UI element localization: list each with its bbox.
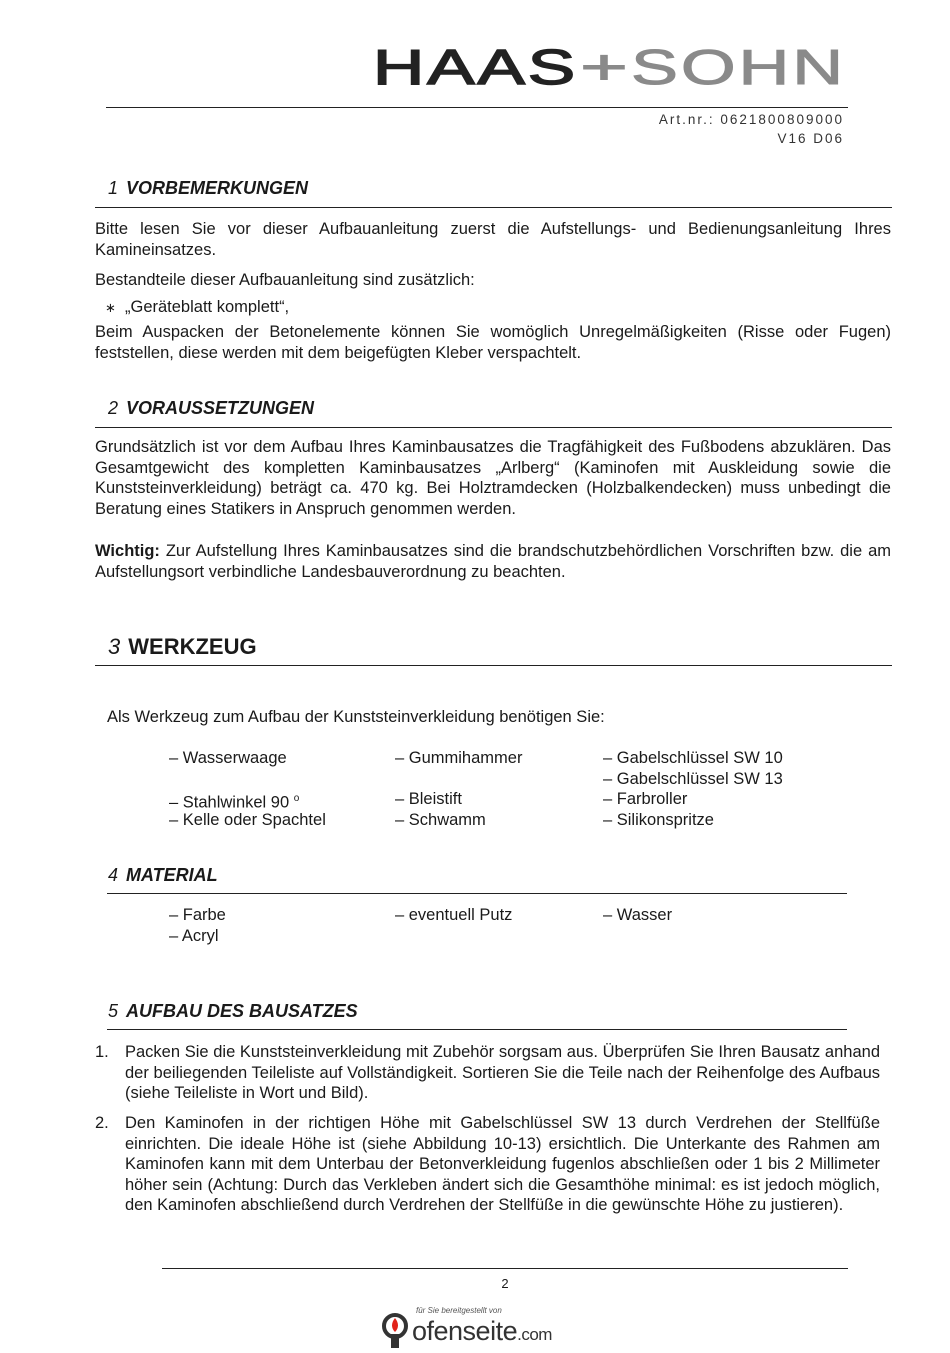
flame-logo-icon [382,1312,408,1350]
footer-divider [162,1268,848,1269]
section-2-rule [95,427,892,428]
important-label: Wichtig: [95,542,160,560]
tool-item: – Bleistift [395,790,462,808]
ofenseite-footer-logo [382,1306,572,1350]
s2-important-note [95,541,891,582]
material-item: – Farbe [169,906,226,924]
section-title: AUFBAU DES BAUSATZES [126,1001,358,1021]
section-number: 4 [108,865,119,885]
section-4-rule [107,893,847,894]
tool-item: – Wasserwaage [169,749,287,767]
svg-text:SOHN: SOHN [631,44,846,92]
s1-paragraph-1: Bitte lesen Sie vor dieser Aufbauanleitung zuerst die Aufstellungs- und Bedienungsanleitung Ihres Kamineinsatzes. [95,220,891,259]
section-1-heading [108,178,308,199]
tool-item: – Gabelschlüssel SW 13 [603,770,783,788]
section-title: WERKZEUG [128,634,257,659]
section-title: MATERIAL [126,865,218,885]
section-title: VORAUSSETZUNGEN [126,398,315,418]
section-number: 3 [108,634,121,659]
svg-text:HAAS: HAAS [373,44,578,92]
important-text: Zur Aufstellung Ihres Kaminbausatzes sind die brandschutzbehördlichen Vorschriften bzw. die am Aufstellungsort verbindliche Landesbauverordnung zu beachten. [95,542,891,581]
material-item: – Acryl [169,927,219,945]
material-item: – eventuell Putz [395,906,513,924]
s2-paragraph-1: Grundsätzlich ist vor dem Aufbau Ihres Kaminbausatzes die Tragfähigkeit des Fußbodens abzuklären. Das Gesamtgewicht des kompletten Kaminbausatzes „Arlberg“ (Kaminofen mit Auskleidung sowie die Kunststeinverkleidung) beträgt ca. 470 kg. Bei Holztramdecken (Holzbalkendecken) muss unbedingt die Beratung eines Statikers in Anspruch genommen werden. [95,438,891,518]
tool-item: – Farbroller [603,790,688,808]
s1-bullet-item: ∗ „Geräteblatt komplett“, [105,298,290,316]
asterisk-bullet-icon: ∗ [105,300,116,315]
section-title: VORBEMERKUNGEN [126,178,309,198]
haas-sohn-logo [373,44,848,92]
tool-item: – Gummihammer [395,749,523,767]
s1-paragraph-3: Beim Auspacken der Betonelemente können Sie womöglich Unregelmäßigkeiten (Risse oder Fugen) feststellen, diese werden mit dem beigefügten Kleber verspachtelt. [95,323,891,362]
header-divider [106,107,848,108]
svg-text:+: + [580,44,628,92]
material-item: – Wasser [603,906,673,924]
footer-brand: ofenseite.com [412,1316,552,1346]
tool-item: – Gabelschlüssel SW 10 [603,749,783,767]
tool-item: – Silikonspritze [603,811,714,829]
tool-item: – Stahlwinkel 90 $^o$ [169,793,300,812]
list-item: 1. Packen Sie die Kunststeinverkleidung mit Zubehör sorgsam aus. Überprüfen Sie Ihren Bausatz anhand der beiliegenden Teileliste auf Vollständigkeit. Sortieren Sie die Teile nach der Reihenfolge des Aufbaus (siehe Teileliste in Wort und Bild). [95,1043,880,1102]
page-number: 2 [501,1276,509,1291]
section-5-heading [108,1001,358,1022]
section-1-rule [95,207,892,208]
list-item: 2. Den Kaminofen in der richtigen Höhe mit Gabelschlüssel SW 13 durch Verdrehen der Stellfüße einrichten. Die ideale Höhe ist (siehe Abbildung 10-13) ersichtlich. Die Unterkante des Rahmen am Kaminofen kann mit dem Unterbau der Betonverkleidung fugenlos abschließen oder 1 bis 2 Millimeter höher sein (Achtung: Durch das Verkleben ändert sich die Gesamthöhe minimal: es ist jedoch möglich, den Kaminofen abschließend durch Verdrehen der Stellfüße in die gewünschte Höhe zu justieren). [95,1114,880,1214]
tool-item: – Schwamm [395,811,486,829]
section-number: 5 [108,1001,119,1021]
tool-item: – Kelle oder Spachtel [169,811,326,829]
article-number: Art.nr.: 0621800809000 [658,112,844,127]
version-code: V16 D06 [777,131,844,146]
section-3-heading [108,634,257,660]
article-number-block [659,110,844,148]
section-2-heading [108,398,314,419]
section-number: 2 [108,398,119,418]
section-4-heading [108,865,218,886]
section-number: 1 [108,178,119,198]
footer-tagline: für Sie bereitgestellt von [416,1306,502,1315]
s3-intro: Als Werkzeug zum Aufbau der Kunststeinverkleidung benötigen Sie: [107,708,605,726]
section-3-rule [95,665,892,666]
section-5-rule [107,1029,847,1030]
s1-paragraph-2: Bestandteile dieser Aufbauanleitung sind zusätzlich: [95,271,475,289]
